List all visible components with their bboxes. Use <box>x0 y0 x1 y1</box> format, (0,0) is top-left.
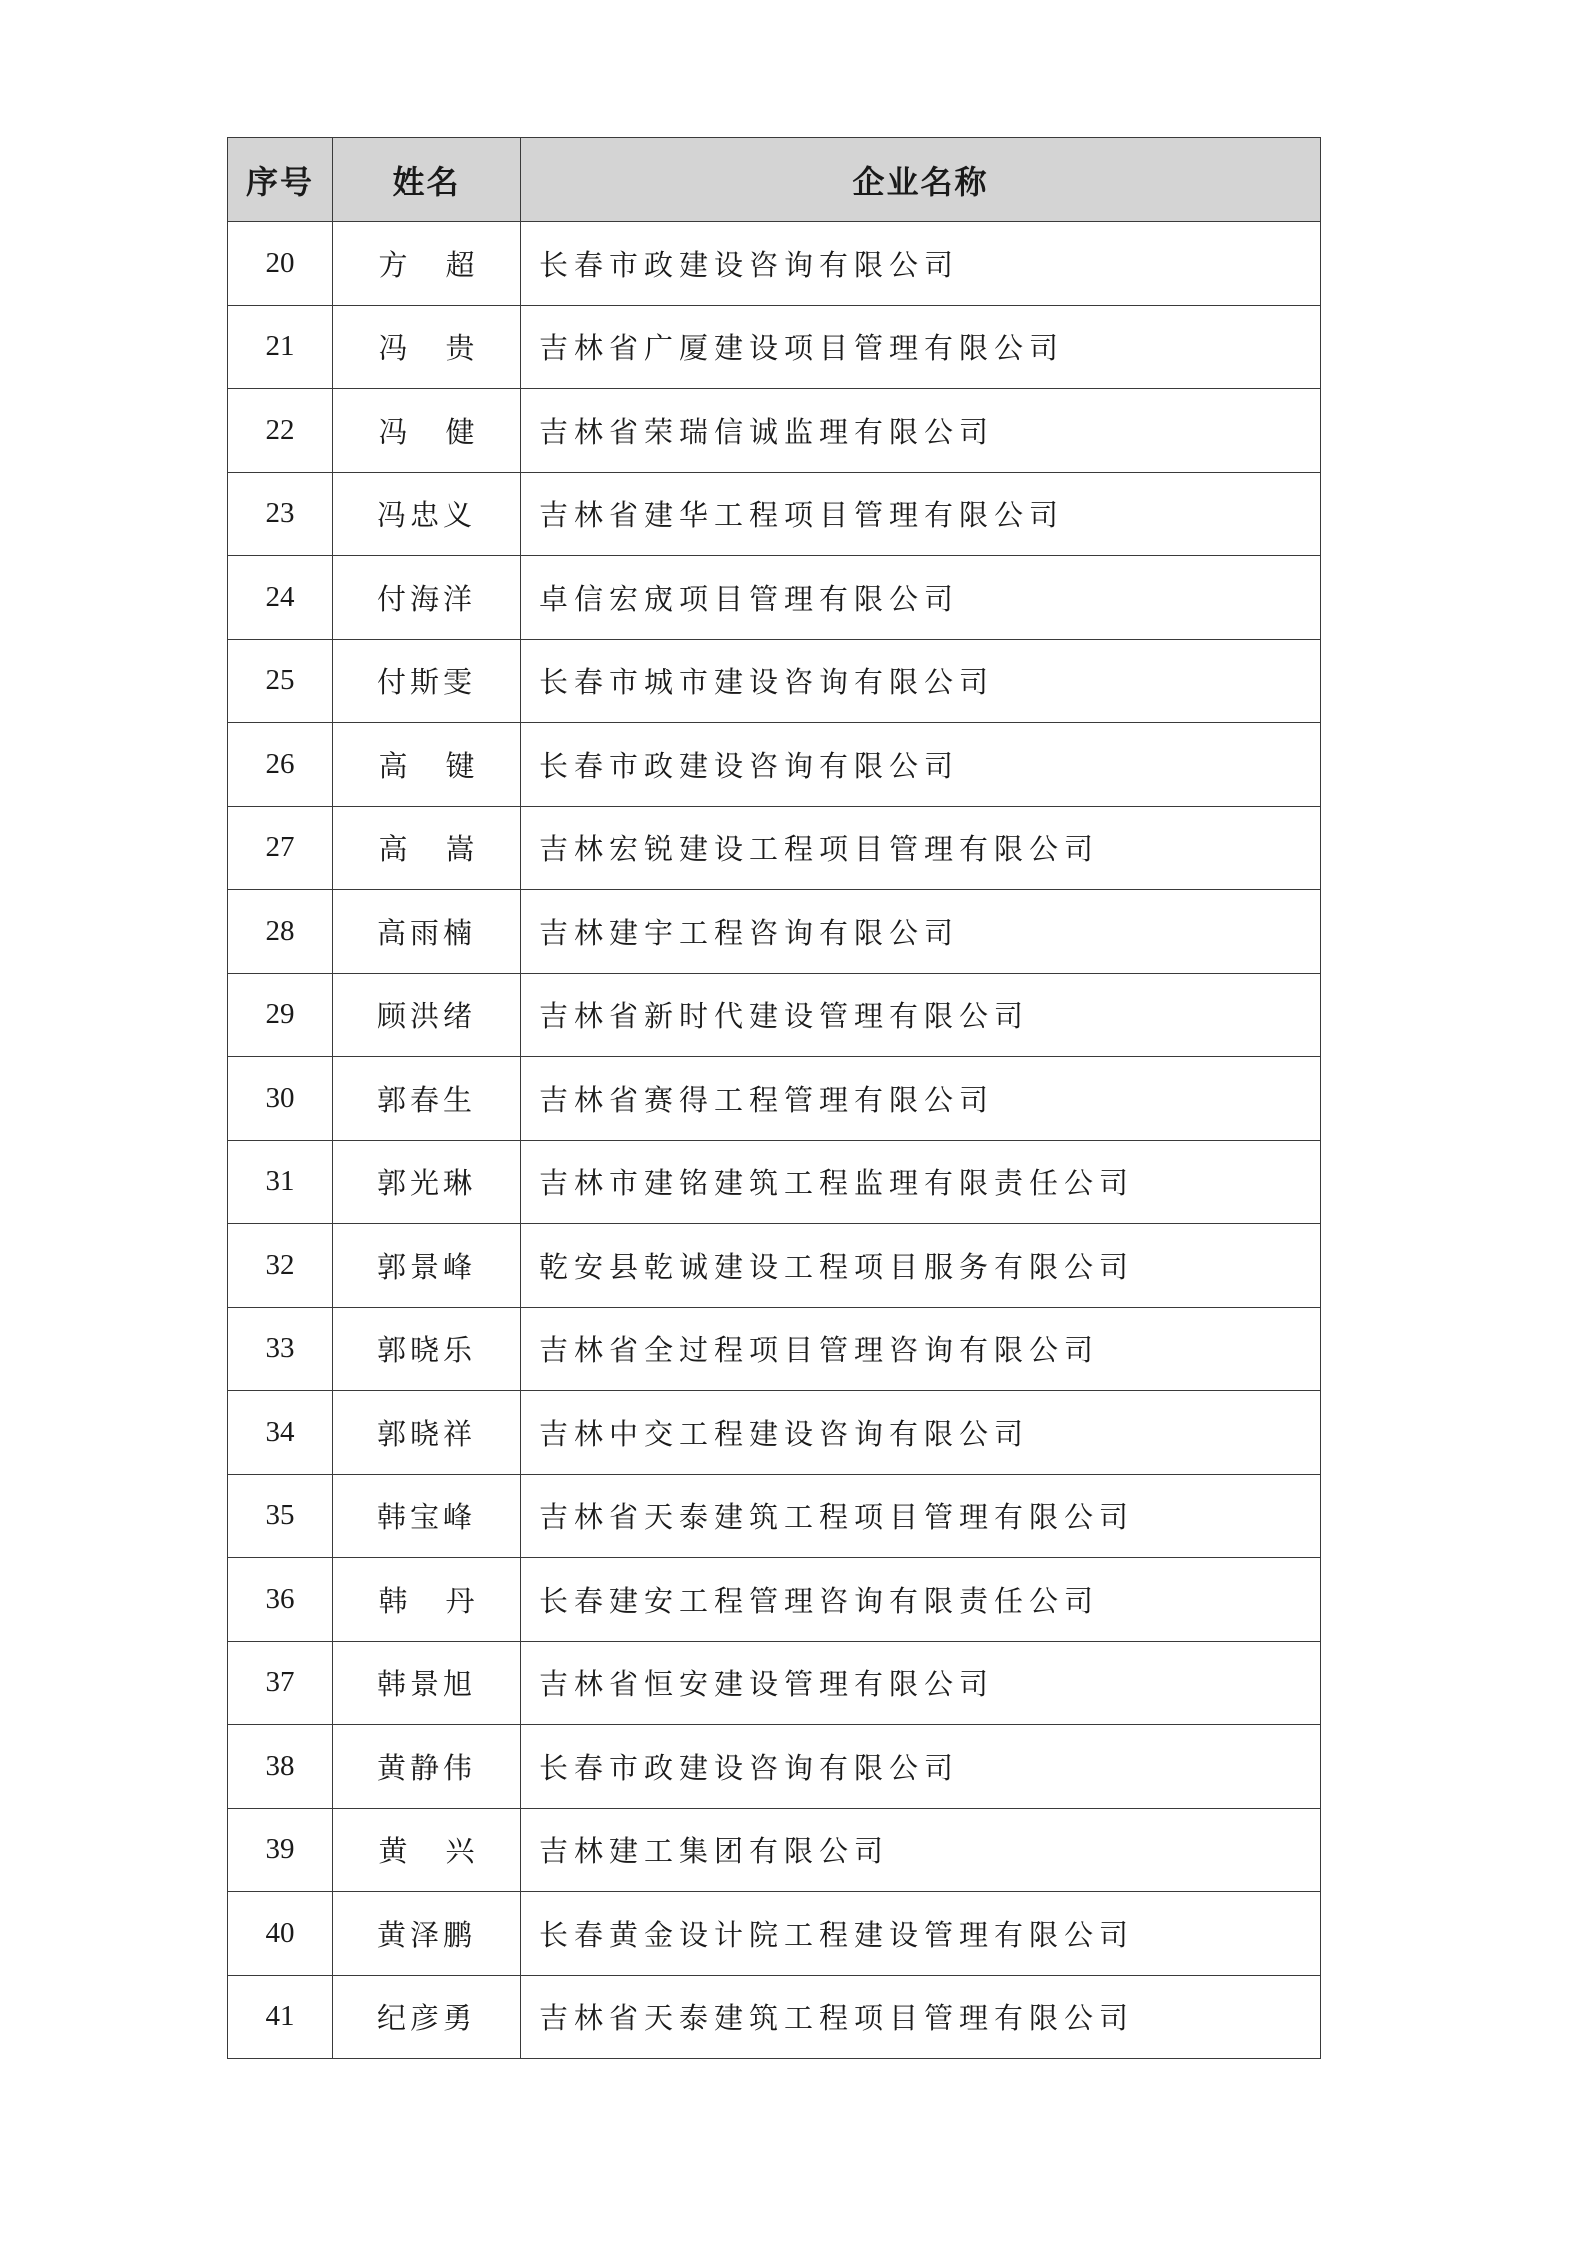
company-name-cell: 吉林省天泰建筑工程项目管理有限公司 <box>521 1975 1321 2059</box>
person-name-cell: 韩丹 <box>333 1558 521 1642</box>
header-name: 姓名 <box>333 138 521 222</box>
table-row <box>228 1307 1321 1391</box>
company-name-cell: 卓信宏宬项目管理有限公司 <box>521 556 1321 640</box>
serial-number-cell: 34 <box>228 1391 333 1475</box>
serial-number-cell: 28 <box>228 890 333 974</box>
serial-number-cell: 38 <box>228 1725 333 1809</box>
table-body <box>228 222 1321 2059</box>
table-row <box>228 1057 1321 1141</box>
person-name-cell: 黄泽鹏 <box>333 1892 521 1976</box>
person-name-cell: 高键 <box>333 723 521 807</box>
table-row <box>228 1391 1321 1475</box>
person-name-cell: 方超 <box>333 222 521 306</box>
table-header <box>228 138 1321 222</box>
company-name-cell: 吉林中交工程建设咨询有限公司 <box>521 1391 1321 1475</box>
person-name-cell: 纪彦勇 <box>333 1975 521 2059</box>
serial-number-cell: 21 <box>228 305 333 389</box>
company-name-cell: 吉林省荣瑞信诚监理有限公司 <box>521 389 1321 473</box>
table-row <box>228 222 1321 306</box>
table-row <box>228 973 1321 1057</box>
table-row <box>228 639 1321 723</box>
table-row <box>228 1892 1321 1976</box>
serial-number-cell: 41 <box>228 1975 333 2059</box>
company-name-cell: 吉林宏锐建设工程项目管理有限公司 <box>521 806 1321 890</box>
person-name-cell: 冯健 <box>333 389 521 473</box>
personnel-table <box>227 137 1321 2059</box>
table-row <box>228 723 1321 807</box>
serial-number-cell: 22 <box>228 389 333 473</box>
company-name-cell: 长春市城市建设咨询有限公司 <box>521 639 1321 723</box>
table-row <box>228 890 1321 974</box>
person-name-cell: 高嵩 <box>333 806 521 890</box>
person-name-cell: 冯贵 <box>333 305 521 389</box>
serial-number-cell: 24 <box>228 556 333 640</box>
serial-number-cell: 37 <box>228 1641 333 1725</box>
company-name-cell: 吉林市建铭建筑工程监理有限责任公司 <box>521 1140 1321 1224</box>
table-row <box>228 806 1321 890</box>
company-name-cell: 长春市政建设咨询有限公司 <box>521 1725 1321 1809</box>
serial-number-cell: 32 <box>228 1224 333 1308</box>
company-name-cell: 长春市政建设咨询有限公司 <box>521 222 1321 306</box>
company-name-cell: 吉林省恒安建设管理有限公司 <box>521 1641 1321 1725</box>
table-row <box>228 1140 1321 1224</box>
table-row <box>228 1725 1321 1809</box>
table-row <box>228 1474 1321 1558</box>
company-name-cell: 吉林省建华工程项目管理有限公司 <box>521 472 1321 556</box>
serial-number-cell: 31 <box>228 1140 333 1224</box>
serial-number-cell: 23 <box>228 472 333 556</box>
serial-number-cell: 25 <box>228 639 333 723</box>
person-name-cell: 高雨楠 <box>333 890 521 974</box>
company-name-cell: 吉林省全过程项目管理咨询有限公司 <box>521 1307 1321 1391</box>
company-name-cell: 长春市政建设咨询有限公司 <box>521 723 1321 807</box>
person-name-cell: 韩景旭 <box>333 1641 521 1725</box>
table-row <box>228 1224 1321 1308</box>
serial-number-cell: 26 <box>228 723 333 807</box>
serial-number-cell: 39 <box>228 1808 333 1892</box>
person-name-cell: 郭晓祥 <box>333 1391 521 1475</box>
serial-number-cell: 36 <box>228 1558 333 1642</box>
company-name-cell: 吉林省广厦建设项目管理有限公司 <box>521 305 1321 389</box>
company-name-cell: 吉林建工集团有限公司 <box>521 1808 1321 1892</box>
company-name-cell: 吉林建宇工程咨询有限公司 <box>521 890 1321 974</box>
table-row <box>228 1558 1321 1642</box>
serial-number-cell: 27 <box>228 806 333 890</box>
person-name-cell: 冯忠义 <box>333 472 521 556</box>
table-row <box>228 1975 1321 2059</box>
table-row <box>228 1808 1321 1892</box>
table-row <box>228 1641 1321 1725</box>
header-row <box>228 138 1321 222</box>
person-name-cell: 付海洋 <box>333 556 521 640</box>
serial-number-cell: 29 <box>228 973 333 1057</box>
person-name-cell: 郭光琳 <box>333 1140 521 1224</box>
company-name-cell: 吉林省天泰建筑工程项目管理有限公司 <box>521 1474 1321 1558</box>
person-name-cell: 黄静伟 <box>333 1725 521 1809</box>
person-name-cell: 郭春生 <box>333 1057 521 1141</box>
serial-number-cell: 40 <box>228 1892 333 1976</box>
table-row <box>228 556 1321 640</box>
company-name-cell: 长春黄金设计院工程建设管理有限公司 <box>521 1892 1321 1976</box>
company-name-cell: 长春建安工程管理咨询有限责任公司 <box>521 1558 1321 1642</box>
person-name-cell: 郭晓乐 <box>333 1307 521 1391</box>
person-name-cell: 韩宝峰 <box>333 1474 521 1558</box>
serial-number-cell: 35 <box>228 1474 333 1558</box>
header-serial-number: 序号 <box>228 138 333 222</box>
company-name-cell: 吉林省赛得工程管理有限公司 <box>521 1057 1321 1141</box>
serial-number-cell: 30 <box>228 1057 333 1141</box>
table-row <box>228 389 1321 473</box>
person-name-cell: 郭景峰 <box>333 1224 521 1308</box>
serial-number-cell: 33 <box>228 1307 333 1391</box>
person-name-cell: 顾洪绪 <box>333 973 521 1057</box>
serial-number-cell: 20 <box>228 222 333 306</box>
company-name-cell: 乾安县乾诚建设工程项目服务有限公司 <box>521 1224 1321 1308</box>
company-name-cell: 吉林省新时代建设管理有限公司 <box>521 973 1321 1057</box>
table-row <box>228 305 1321 389</box>
header-company-name: 企业名称 <box>521 138 1321 222</box>
table-row <box>228 472 1321 556</box>
person-name-cell: 黄兴 <box>333 1808 521 1892</box>
person-name-cell: 付斯雯 <box>333 639 521 723</box>
